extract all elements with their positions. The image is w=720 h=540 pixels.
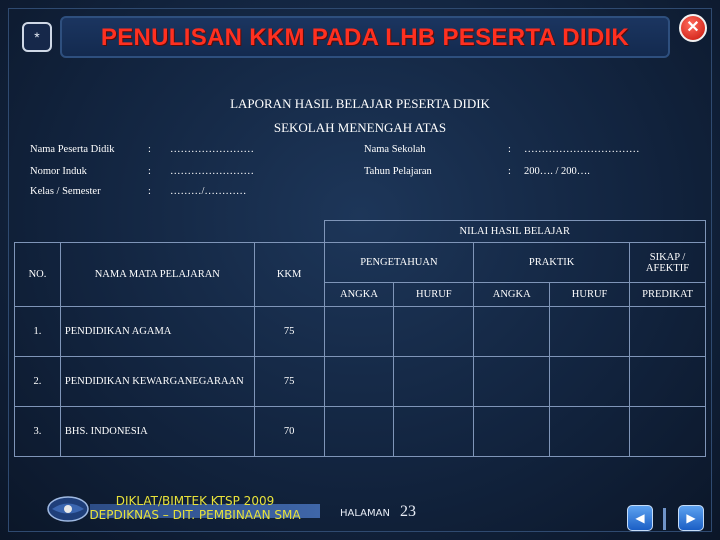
colon: : [508,144,511,155]
praktik-header: PRAKTIK [474,243,630,283]
angka-header: ANGKA [324,283,394,307]
cell [394,357,474,407]
cell [324,357,394,407]
tahun-pelajaran-value: 200…. / 200…. [524,166,590,177]
row-no: 2. [15,357,61,407]
footer-line1: DIKLAT/BIMTEK KTSP 2009 [115,494,275,508]
mapel-header: NAMA MATA PELAJARAN [60,243,254,307]
row-kkm: 70 [254,407,324,457]
table-row [15,307,706,357]
row-no: 1. [15,307,61,357]
cell [550,357,630,407]
cell [474,357,550,407]
row-subject: PENDIDIKAN KEWARGANEGARAAN [60,357,254,407]
star-icon: * [22,22,52,52]
cell [550,407,630,457]
cell [394,407,474,457]
close-icon[interactable]: ✕ [679,14,707,42]
halaman-label: HALAMAN [340,508,390,519]
cell [474,407,550,457]
cell [630,307,706,357]
grades-table [14,220,706,457]
nav-separator [663,508,666,530]
kelas-semester-label: Kelas / Semester [30,186,101,197]
nomor-induk-value: …………………… [170,166,254,177]
no-header: NO. [15,243,61,307]
report-sheet [14,92,706,464]
pengetahuan-header: PENGETAHUAN [324,243,474,283]
colon: : [508,166,511,177]
next-page-button[interactable]: ▶ [678,505,704,531]
tahun-pelajaran-label: Tahun Pelajaran [364,166,432,177]
row-kkm: 75 [254,357,324,407]
footer-credit [60,494,330,522]
table-row [15,407,706,457]
cell [324,407,394,457]
header-blank [15,221,325,243]
report-subtitle: SEKOLAH MENENGAH ATAS [273,120,447,135]
predikat-header: PREDIKAT [630,283,706,307]
table-row [15,357,706,407]
colon: : [148,186,151,197]
nomor-induk-label: Nomor Induk [30,166,87,177]
row-no: 3. [15,407,61,457]
kkm-header: KKM [254,243,324,307]
kelas-semester-value: ………/………… [170,186,247,197]
nama-sekolah-label: Nama Sekolah [364,144,426,155]
cell [394,307,474,357]
row-subject: PENDIDIKAN AGAMA [60,307,254,357]
title-banner [60,16,670,58]
report-title: LAPORAN HASIL BELAJAR PESERTA DIDIK [230,96,490,111]
nilai-hasil-belajar-header: NILAI HASIL BELAJAR [324,221,706,243]
huruf-header: HURUF [394,283,474,307]
angka-header: ANGKA [474,283,550,307]
footer-line2: DEPDIKNAS – DIT. PEMBINAAN SMA [89,508,301,522]
cell [474,307,550,357]
page-number: 23 [400,503,416,520]
nama-sekolah-value: …………………………… [524,144,640,155]
page-title: PENULISAN KKM PADA LHB PESERTA DIDIK [100,24,630,51]
cell [324,307,394,357]
nama-peserta-value: …………………… [170,144,254,155]
cell [630,407,706,457]
sikap-header: SIKAP / AFEKTIF [630,243,706,283]
colon: : [148,166,151,177]
row-kkm: 75 [254,307,324,357]
huruf-header: HURUF [550,283,630,307]
colon: : [148,144,151,155]
prev-page-button[interactable]: ◀ [627,505,653,531]
cell [630,357,706,407]
cell [550,307,630,357]
row-subject: BHS. INDONESIA [60,407,254,457]
nama-peserta-label: Nama Peserta Didik [30,144,115,155]
